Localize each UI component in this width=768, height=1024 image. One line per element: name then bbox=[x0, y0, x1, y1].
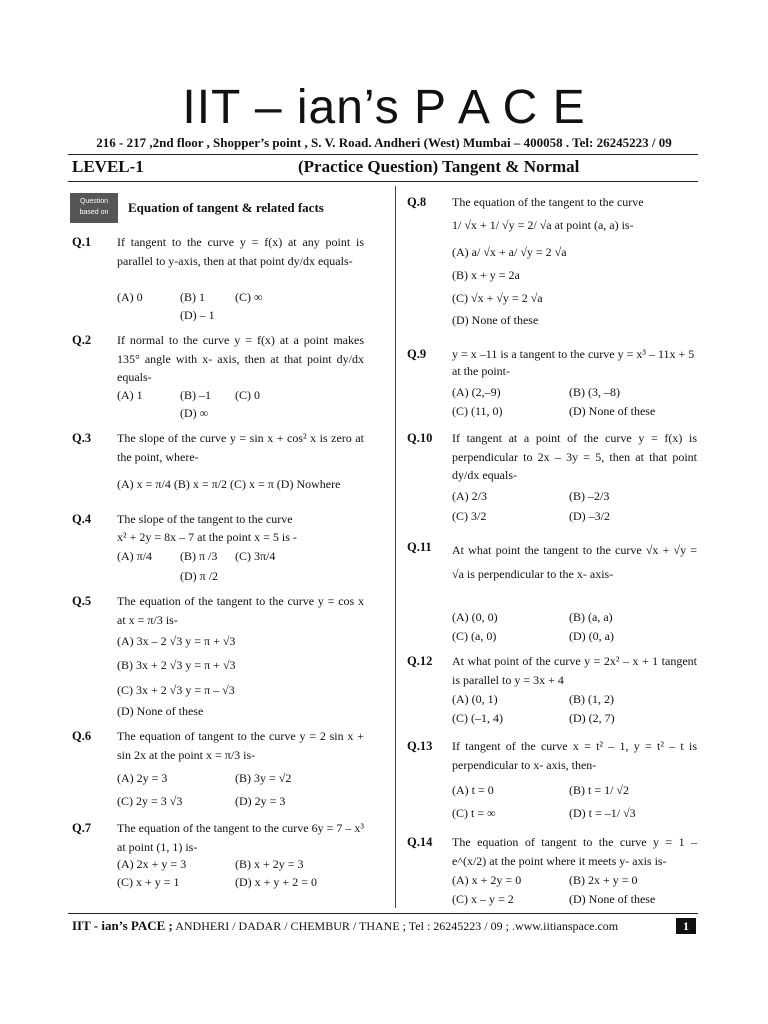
option-a: (A) 1 bbox=[117, 388, 143, 402]
question-text-line2: x² + 2y = 8x – 7 at the point x = 5 is - bbox=[117, 530, 297, 544]
level-label: LEVEL-1 bbox=[72, 157, 144, 176]
option-c: (C) (a, 0) bbox=[452, 629, 497, 643]
option-b: (B) (3, –8) bbox=[569, 385, 620, 399]
option-d: (D) – 1 bbox=[180, 308, 215, 322]
question-text: The equation of tangent to the curve y = 1 – e^(x/2) at the point where it meets y- axis is- bbox=[452, 835, 697, 868]
option-d: (D) –3/2 bbox=[569, 509, 610, 523]
option-b: (B) 1 bbox=[180, 290, 205, 304]
question-text: If tangent of the curve x = t² – 1, y = t² – t is perpendicular to x- axis, then- bbox=[452, 739, 697, 772]
option-d: (D) (0, a) bbox=[569, 629, 614, 643]
option-a: (A) (2,–9) bbox=[452, 385, 501, 399]
option-c: (C) x – y = 2 bbox=[452, 892, 514, 906]
section-heading: Equation of tangent & related facts bbox=[128, 200, 324, 215]
question-text-line2: at the point- bbox=[452, 364, 510, 378]
page-header-title: IIT – ian’s P A C E bbox=[182, 81, 586, 134]
option-c: (C) x + y = 1 bbox=[117, 875, 180, 889]
column-divider bbox=[395, 186, 396, 908]
question-text: The equation of tangent to the curve y = 2 sin x + sin 2x at the point x = π/3 is- bbox=[117, 729, 364, 762]
question-text: The equation of the tangent to the curve bbox=[452, 195, 644, 209]
option-d: (D) ∞ bbox=[180, 406, 209, 420]
question-number: Q.3 bbox=[72, 431, 92, 445]
option-a: (A) 2x + y = 3 bbox=[117, 857, 187, 871]
option-c: (C) √x + √y = 2 √a bbox=[452, 291, 543, 305]
option-b: (B) 2x + y = 0 bbox=[569, 873, 638, 887]
footer-brand: IIT - ian’s PACE ; bbox=[72, 918, 173, 933]
question-number: Q.6 bbox=[72, 729, 92, 743]
option-c: (C) 3/2 bbox=[452, 509, 487, 523]
option-a: (A) (0, 1) bbox=[452, 692, 498, 706]
header-rule-bottom bbox=[68, 181, 698, 182]
option-a: (A) 2y = 3 bbox=[117, 771, 168, 785]
option-d: (D) None of these bbox=[569, 892, 656, 906]
question-number: Q.11 bbox=[407, 540, 432, 554]
question-number: Q.7 bbox=[72, 821, 92, 835]
question-text: The equation of the tangent to the curve 6y = 7 – x³ at point (1, 1) is- bbox=[117, 821, 364, 854]
question-number: Q.14 bbox=[407, 835, 433, 849]
footer-rule bbox=[68, 913, 698, 914]
option-d: (D) π /2 bbox=[180, 569, 219, 583]
option-d: (D) 2y = 3 bbox=[235, 794, 286, 808]
option-b: (B) (a, a) bbox=[569, 610, 613, 624]
option-b: (B) –1 bbox=[180, 388, 211, 402]
question-number: Q.8 bbox=[407, 195, 427, 209]
option-c: (C) 0 bbox=[235, 388, 260, 402]
option-c: (C) t = ∞ bbox=[452, 806, 496, 820]
question-number: Q.9 bbox=[407, 347, 427, 361]
option-b: (B) –2/3 bbox=[569, 489, 610, 503]
option-c: (C) ∞ bbox=[235, 290, 263, 304]
option-c: (C) 3x + 2 √3 y = π – √3 bbox=[117, 683, 235, 697]
question-text: At what point of the curve y = 2x² – x + 1 tangent is parallel to y = 3x + 4 bbox=[452, 654, 697, 687]
option-b: (B) t = 1/ √2 bbox=[569, 783, 630, 797]
option-c: (C) (–1, 4) bbox=[452, 711, 503, 725]
option-c: (C) 3π/4 bbox=[235, 549, 276, 563]
option-b: (B) x + y = 2a bbox=[452, 268, 520, 282]
option-a: (A) 3x – 2 √3 y = π + √3 bbox=[117, 634, 236, 648]
option-d: (D) (2, 7) bbox=[569, 711, 615, 725]
option-c: (C) 2y = 3 √3 bbox=[117, 794, 183, 808]
option-a: (A) t = 0 bbox=[452, 783, 494, 797]
option-a: (A) 0 bbox=[117, 290, 143, 304]
option-b: (B) x + 2y = 3 bbox=[235, 857, 304, 871]
option-a: (A) a/ √x + a/ √y = 2 √a bbox=[452, 245, 567, 259]
page-number: 1 bbox=[676, 918, 696, 934]
question-text: If tangent to the curve y = f(x) at any point is parallel to y-axis, then at that point dy/dx equals- bbox=[117, 235, 364, 268]
question-number: Q.5 bbox=[72, 594, 92, 608]
option-a: (A) 2/3 bbox=[452, 489, 487, 503]
address-line: 216 - 217 ,2nd floor , Shopper’s point , S. V. Road. Andheri (West) Mumbai – 400058 . Tel: 26245223 / 09 bbox=[96, 135, 672, 150]
footer-contact: ANDHERI / DADAR / CHEMBUR / THANE ; Tel : 26245223 / 09 ; .www.iitianspace.com bbox=[172, 919, 619, 933]
question-text: y = x –11 is a tangent to the curve y = x³ – 11x + 5 bbox=[452, 347, 695, 361]
question-text: If tangent at a point of the curve y = f(x) is perpendicular to 2x – 3y = 5, then at that point dy/dx equals- bbox=[452, 431, 697, 482]
question-number: Q.12 bbox=[407, 654, 433, 668]
option-d: (D) t = –1/ √3 bbox=[569, 806, 636, 820]
question-number: Q.2 bbox=[72, 333, 92, 347]
option-d: (D) None of these bbox=[117, 704, 204, 718]
option-a: (A) x + 2y = 0 bbox=[452, 873, 522, 887]
option-b: (B) 3y = √2 bbox=[235, 771, 292, 785]
options-row: (A) x = π/4 (B) x = π/2 (C) x = π (D) Nowhere bbox=[117, 477, 341, 491]
footer-text bbox=[72, 918, 618, 934]
question-based-on-badge: Question based on bbox=[70, 193, 118, 223]
header-rule-top bbox=[68, 154, 698, 155]
option-b: (B) 3x + 2 √3 y = π + √3 bbox=[117, 658, 236, 672]
question-text: If normal to the curve y = f(x) at a point makes 135° angle with x- axis, then at that point dy/dx equals- bbox=[117, 333, 364, 384]
question-text: At what point the tangent to the curve √x + √y = √a is perpendicular to the x- axis- bbox=[452, 543, 697, 581]
question-text: The slope of the curve y = sin x + cos² x is zero at the point, where- bbox=[117, 431, 364, 464]
option-a: (A) π/4 bbox=[117, 549, 153, 563]
option-d: (D) x + y + 2 = 0 bbox=[235, 875, 317, 889]
option-d: (D) None of these bbox=[452, 313, 539, 327]
practice-title: (Practice Question) Tangent & Normal bbox=[298, 157, 580, 176]
option-b: (B) π /3 bbox=[180, 549, 218, 563]
question-number: Q.1 bbox=[72, 235, 92, 249]
question-number: Q.13 bbox=[407, 739, 433, 753]
option-a: (A) (0, 0) bbox=[452, 610, 498, 624]
option-c: (C) (11, 0) bbox=[452, 404, 503, 418]
question-number: Q.4 bbox=[72, 512, 92, 526]
question-text: The slope of the tangent to the curve bbox=[117, 512, 293, 526]
question-text: The equation of the tangent to the curve y = cos x at x = π/3 is- bbox=[117, 594, 364, 627]
option-d: (D) None of these bbox=[569, 404, 656, 418]
question-number: Q.10 bbox=[407, 431, 433, 445]
question-text-line2: 1/ √x + 1/ √y = 2/ √a at point (a, a) is- bbox=[452, 218, 634, 232]
option-b: (B) (1, 2) bbox=[569, 692, 614, 706]
